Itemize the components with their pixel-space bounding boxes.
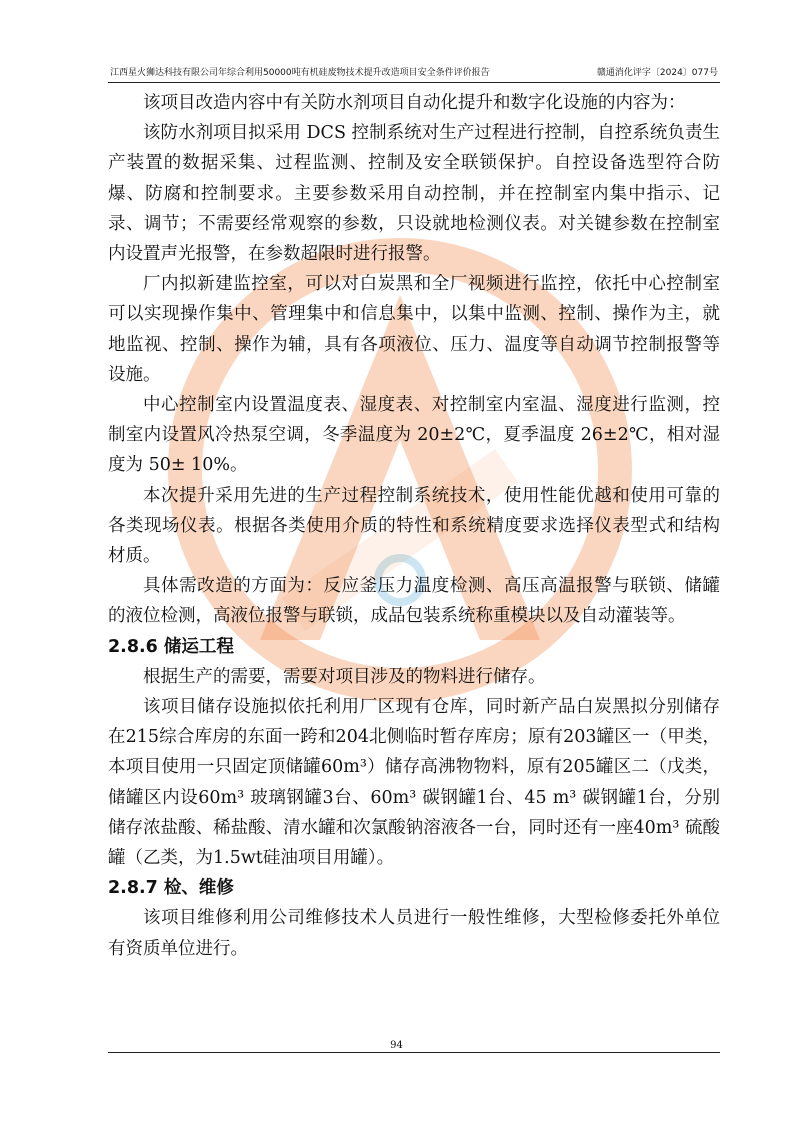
- page-header: [108, 64, 720, 83]
- paragraph: 中心控制室内设置温度表、湿度表、对控制室内室温、湿度进行监测，控制室内设置风冷热泵空调，冬季温度为 20±2℃，夏季温度 26±2℃，相对湿度为 50± 10%。: [108, 395, 720, 476]
- paragraph: 该项目维修利用公司维修技术人员进行一般性维修，大型检修委托外单位有资质单位进行。: [108, 908, 720, 959]
- paragraph: 根据生产的需要，需要对项目涉及的物料进行储存。: [143, 666, 546, 687]
- section-heading: 2.8.6 储运工程: [108, 636, 234, 657]
- document-body: [108, 88, 720, 964]
- paragraph: 该项目改造内容中有关防水剂项目自动化提升和数字化设施的内容为：: [143, 93, 686, 113]
- paragraph: 厂内拟新建监控室，可以对白炭黑和全厂视频进行监控，依托中心控制室可以实现操作集中、管理集中和信息集中，以集中监测、控制、操作为主，就地监视、控制、操作为辅，具有各项液位、压力、温度等自动调节控制报警等设施。: [108, 274, 720, 385]
- header-report-title: 江西星火狮达科技有限公司年综合利用50000吨有机硅废物技术提升改造项目安全条件评价报告: [110, 68, 490, 78]
- paragraph: 该防水剂项目拟采用 DCS 控制系统对生产过程进行控制，自控系统负责生产装置的数据采集、过程监测、控制及安全联锁保护。自控设备选型符合防爆、防腐和控制要求。主要参数采用自动控制，并在控制室内集中指示、记录、调节；不需要经常观察的参数，只设就地检测仪表。对关键参数在控制室内设置声光报警，在参数超限时进行报警。: [108, 123, 720, 265]
- paragraph: 本次提升采用先进的生产过程控制系统技术，使用性能优越和使用可靠的各类现场仪表。根据各类使用介质的特性和系统精度要求选择仪表型式和结构材质。: [108, 485, 720, 567]
- paragraph: 具体需改造的方面为：反应釜压力温度检测、高压高温报警与联锁、储罐的液位检测，高液位报警与联锁，成品包装系统称重模块以及自动灌装等。: [108, 576, 720, 627]
- footer-rule: [108, 1052, 720, 1053]
- paragraph: 该项目储存设施拟依托利用厂区现有仓库，同时新产品白炭黑拟分别储存在215综合库房的东面一跨和204北侧临时暂存库房；原有203罐区一（甲类，本项目使用一只固定顶储罐60m³）储存高沸物物料，原有205罐区二（戊类，储罐区内设60m³ 玻璃钢罐3台、60m³ 碳钢罐1台、45 m³ 碳钢罐1台，分别储存浓盐酸、稀盐酸、清水罐和次氯酸钠溶液各一台，同时还有一座40m³ 硫酸罐（乙类，为1.5wt硅油项目用罐）。: [108, 697, 720, 869]
- header-report-number: 赣通消化评字〔2024〕077号: [596, 68, 718, 78]
- section-heading: 2.8.7 检、维修: [108, 878, 234, 899]
- page-number: 94: [390, 1040, 403, 1051]
